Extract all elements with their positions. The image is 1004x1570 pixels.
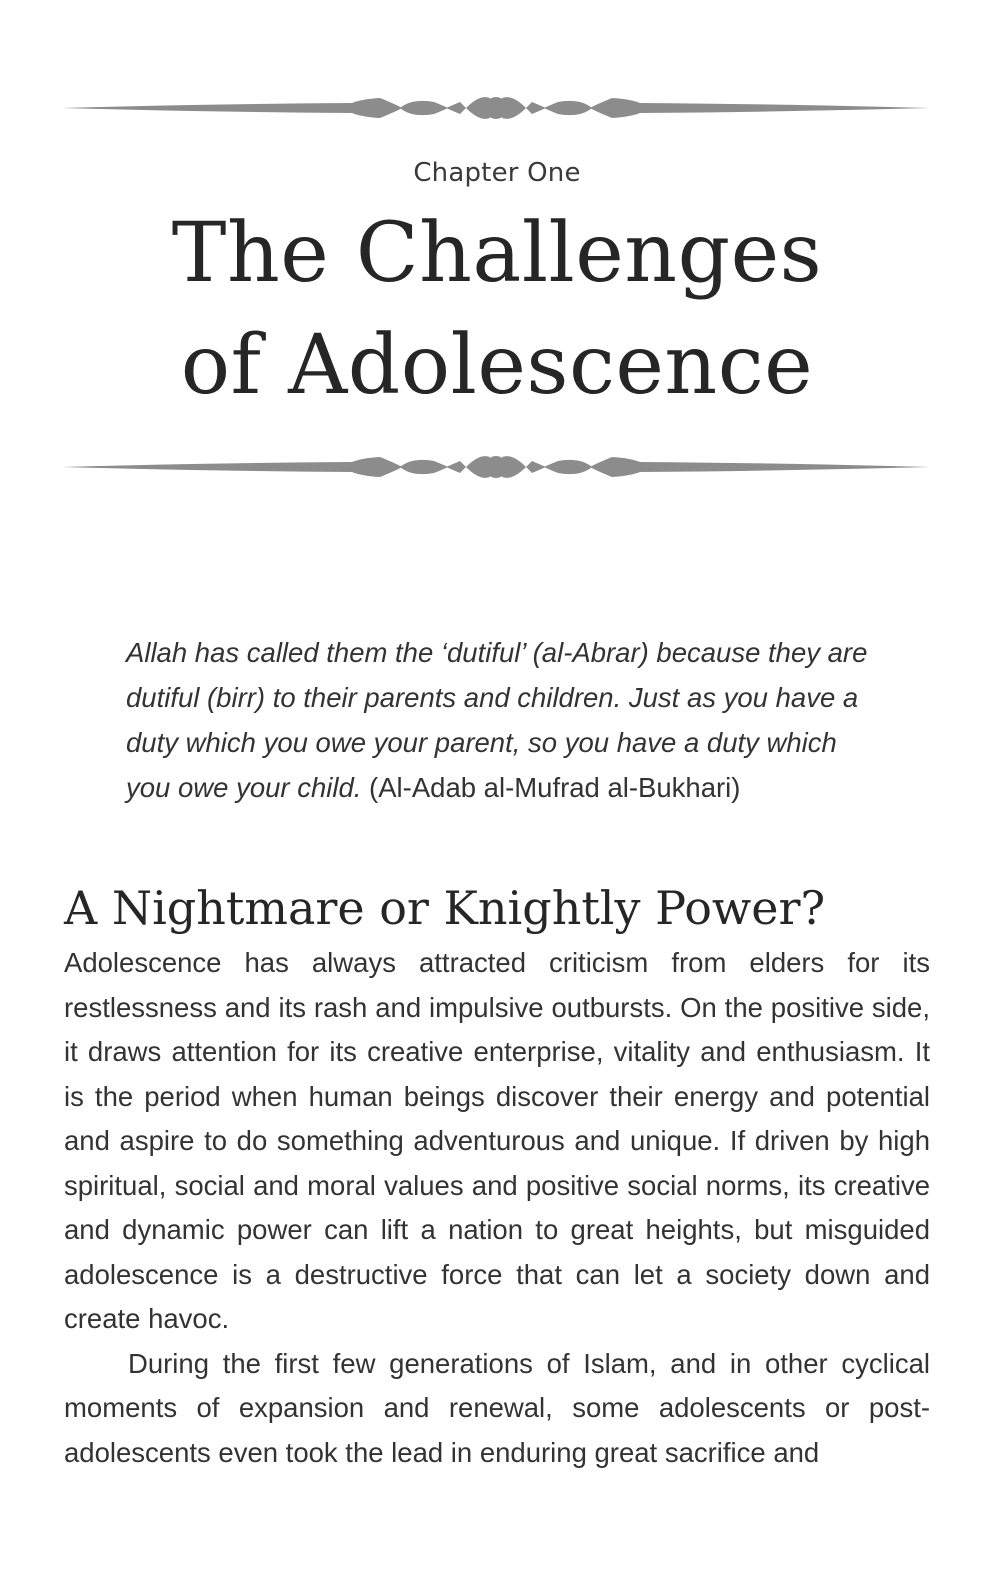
- bottom-ornament-divider: [62, 445, 930, 489]
- top-ornament-divider: [62, 86, 930, 130]
- chapter-label: Chapter One: [413, 158, 581, 188]
- body-text: [64, 941, 930, 1475]
- chapter-title-line-1: The Challenges: [171, 206, 823, 301]
- epigraph-source: (Al-Adab al-Mufrad al-Bukhari): [369, 772, 741, 803]
- body-paragraph-2: During the first few generations of Islam, and in other cyclical moments of expansion and renewal, some adolescents or post-adolescents even took the lead in enduring great sacrifice and: [64, 1347, 930, 1468]
- chapter-title-line-2: of Adolescence: [180, 318, 814, 413]
- section-heading: A Nightmare or Knightly Power?: [64, 881, 826, 935]
- epigraph-quote: Allah has called them the ‘dutiful’ (al-Abrar) because they are dutiful (birr) to their parents and children. Just as you have a duty which you owe your parent, so you have a duty which you owe your child.: [126, 637, 868, 803]
- body-paragraph-1: Adolescence has always attracted criticism from elders for its restlessness and its rash and impulsive outbursts. On the positive side, it draws attention for its creative enterprise, vitality and enthusiasm. It is the period when human beings discover their energy and potential and aspire to do something adventurous and unique. If driven by high spiritual, social and moral values and positive social norms, its creative and dynamic power can lift a nation to great heights, but misguided adolescence is a destructive force that can let a society down and create havoc.: [64, 947, 930, 1334]
- epigraph: [126, 630, 868, 810]
- chapter-title: [0, 198, 994, 422]
